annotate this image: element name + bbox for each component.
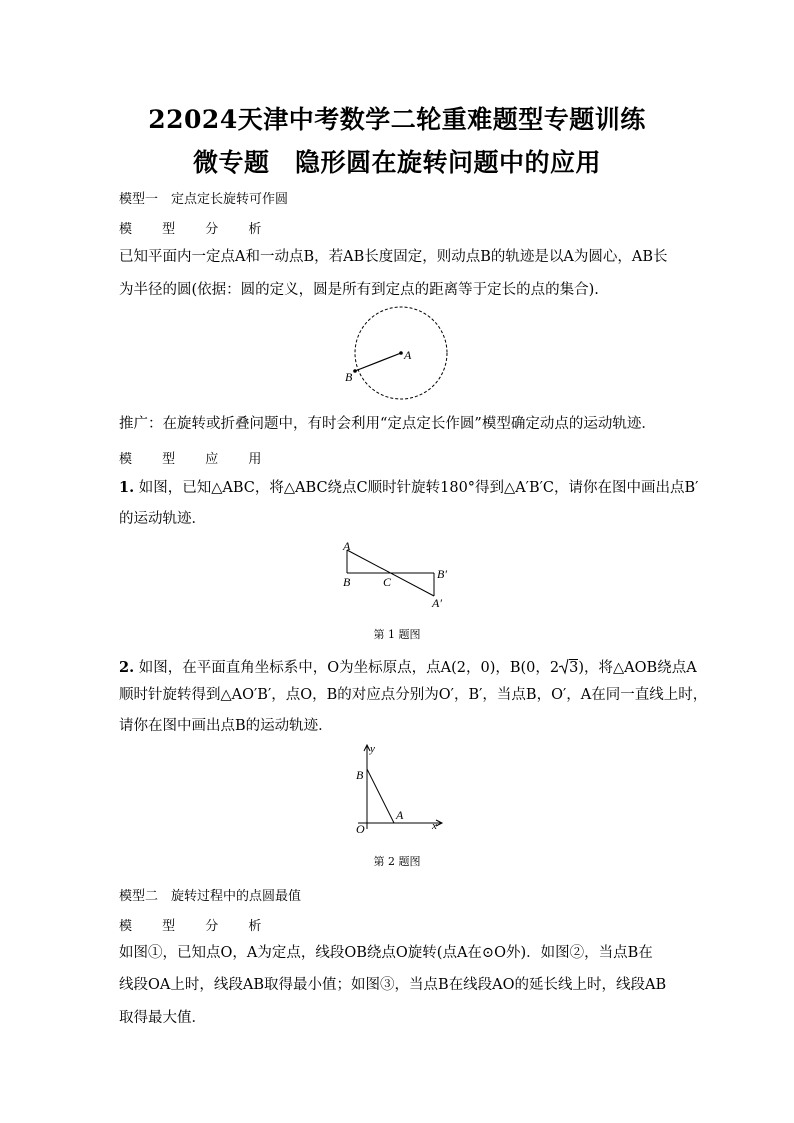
model1-heading: 模型一 定点定长旋转可作圆 (119, 192, 289, 207)
sqrt-sign (559, 656, 569, 676)
label-a: A (404, 348, 412, 362)
model2-text-line2: 线段OA上时，线段AB取得最小值；如图③，当点B在线段AO的延长线上时，线段AB (119, 977, 667, 993)
segment-ab (355, 353, 401, 371)
q1-caption: 第 1 题图 (373, 628, 421, 641)
q1-number: 1. (119, 479, 135, 496)
q2-number: 2. (119, 659, 135, 676)
q2-label-y: y (370, 743, 375, 755)
circle-figure (340, 303, 460, 393)
q2-line1-a: 如图，在平面直角坐标系中，O为坐标原点，点A(2，0)，B(0，2 (138, 660, 560, 676)
model1-extension: 推广：在旋转或折叠问题中，有时会利用“定点定长作圆”模型确定动点的运动轨迹． (119, 416, 656, 432)
segment-ab-q2 (367, 769, 394, 823)
model1-text-line2: 为半径的圆(依据：圆的定义，圆是所有到定点的距离等于定长的点的集合). (119, 282, 599, 298)
model1-application-label: 模 型 应 用 (119, 452, 262, 467)
q1-text-line2: 的运动轨迹． (119, 511, 206, 527)
point-b (353, 369, 357, 373)
q1-label-a: A (343, 539, 351, 553)
page-subtitle: 微专题 隐形圆在旋转问题中的应用 (192, 148, 601, 177)
label-b: B (345, 370, 353, 384)
q1-label-b: B (343, 575, 351, 589)
q2-label-a: A (396, 808, 404, 822)
model2-text-line1: 如图①，已知点O，A为定点，线段OB绕点O旋转(点A在⊙O外)．如图②，当点B在 (119, 945, 653, 961)
q1-label-c: C (383, 575, 392, 589)
model2-text-line3: 取得最大值． (119, 1010, 206, 1026)
model1-analysis-label: 模 型 分 析 (119, 222, 262, 237)
q1-label-a-prime: A′ (432, 596, 442, 610)
q2-text-line1 (119, 656, 697, 676)
q2-label-o: O (356, 822, 365, 836)
point-a (399, 351, 403, 355)
q2-text-line3: 请你在图中画出点B的运动轨迹． (119, 718, 333, 734)
q2-text-line2: 顺时针旋转得到△AO′B′，点O，B的对应点分别为O′，B′，当点B，O′，A在同一直线上时， (119, 687, 708, 703)
q2-line1-b: )，将△AOB绕点A (578, 660, 697, 676)
radical-icon (559, 658, 569, 674)
q1-line1: 如图，已知△ABC，将△ABC绕点C顺时针旋转180°得到△A′B′C，请你在图中画出点B′ (138, 480, 699, 496)
q2-label-x: x (432, 820, 437, 832)
q2-label-b: B (356, 768, 364, 782)
q1-text-line1 (119, 481, 698, 496)
sqrt-radicand: 3 (569, 660, 579, 676)
page-title: 22024天津中考数学二轮重难题型专题训练 (148, 105, 646, 134)
q1-label-b-prime: B′ (437, 567, 447, 581)
model1-text-line1: 已知平面内一定点A和一动点B，若AB长度固定，则动点B的轨迹是以A为圆心，AB长 (119, 249, 668, 265)
model2-heading: 模型二 旋转过程中的点圆最值 (119, 889, 302, 904)
model2-analysis-label: 模 型 分 析 (119, 919, 262, 934)
q2-caption: 第 2 题图 (373, 855, 421, 868)
